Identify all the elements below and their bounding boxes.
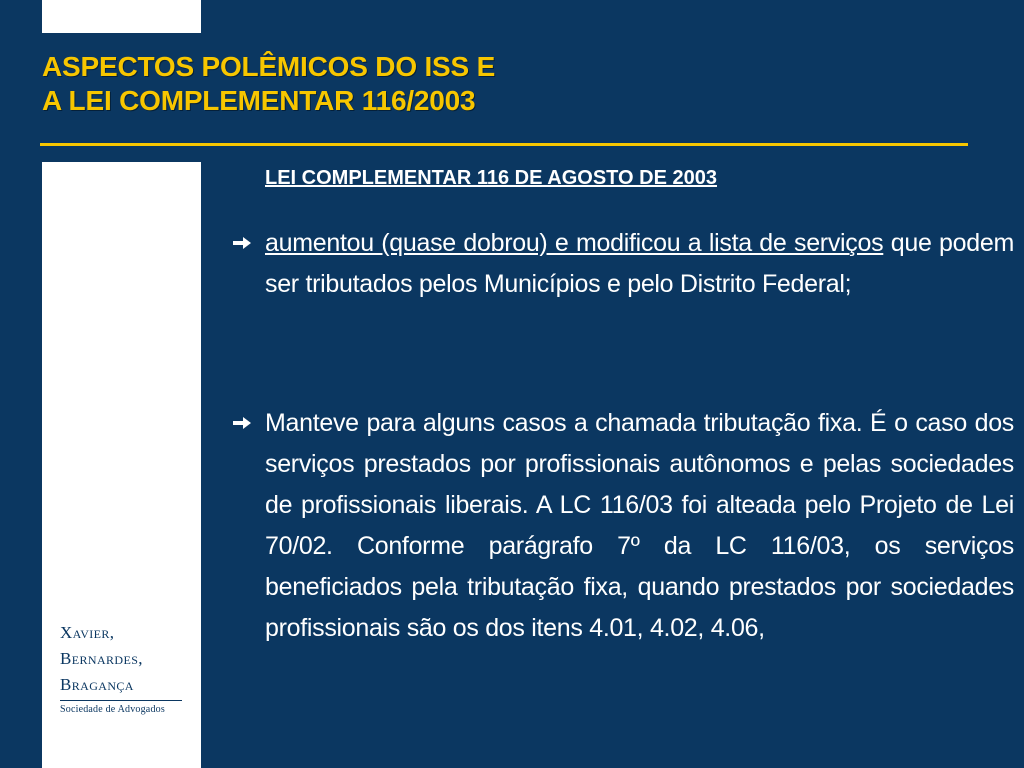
- slide-title: [42, 50, 495, 118]
- top-white-block: [42, 0, 201, 33]
- logo-line-3: Bragança: [60, 675, 134, 694]
- right-arrow-icon: [232, 235, 252, 251]
- bullet-text: Manteve para alguns casos a chamada tributação fixa. É o caso dos serviços prestados por profissionais autônomos e pelas sociedades de profissionais liberais. A LC 116/03 foi alteada pelo Projeto de Lei 70/02. Conforme parágrafo 7º da LC 116/03, os serviços beneficiados pela tributação fixa, quando prestados por sociedades profissionais são os dos itens 4.01, 4.02, 4.06,: [265, 409, 1014, 642]
- bullet-text: [265, 223, 1014, 305]
- logo-subtitle: Sociedade de Advogados: [60, 704, 165, 715]
- title-line-2: A LEI COMPLEMENTAR 116/2003: [42, 85, 476, 116]
- bullet-underlined-text: aumentou (quase dobrou) e modificou a lista de serviços: [265, 229, 884, 257]
- title-divider: [40, 143, 968, 146]
- logo-divider: [60, 700, 182, 701]
- side-panel: [42, 162, 201, 768]
- section-heading: LEI COMPLEMENTAR 116 DE AGOSTO DE 2003: [265, 167, 717, 189]
- logo-line-2: Bernardes,: [60, 649, 143, 668]
- firm-logo: [60, 620, 190, 717]
- title-line-1: ASPECTOS POLÊMICOS DO ISS E: [42, 51, 496, 82]
- bullet-item: [226, 403, 1014, 649]
- bullet-item: [226, 223, 1014, 305]
- bullet-rest-text: que podem ser tributados pelos Municípios e pelo Distrito Federal;: [265, 229, 1014, 298]
- logo-line-1: Xavier,: [60, 623, 115, 642]
- right-arrow-icon: [232, 415, 252, 431]
